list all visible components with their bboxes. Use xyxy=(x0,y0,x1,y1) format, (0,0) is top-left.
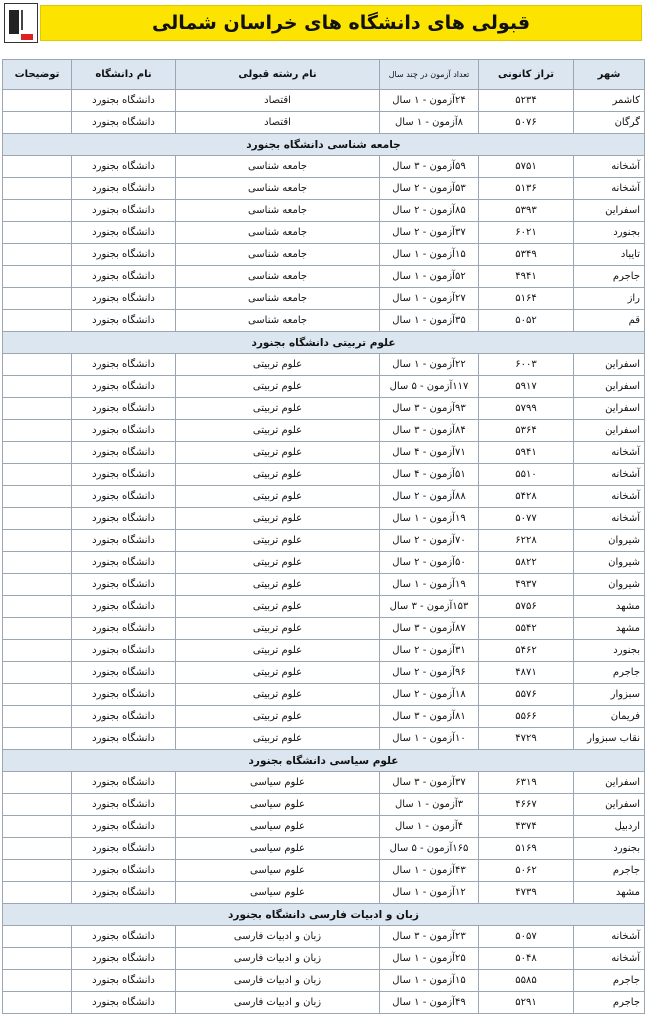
cell-score: ۵۲۹۱ xyxy=(479,992,574,1014)
cell-city: آشخانه xyxy=(574,926,645,948)
cell-city: اسفراین xyxy=(574,420,645,442)
admissions-table xyxy=(2,59,645,1014)
table-row xyxy=(3,838,645,860)
cell-attempts: ۲۲آزمون - ۱ سال xyxy=(380,354,479,376)
cell-city: اردبیل xyxy=(574,816,645,838)
table-row xyxy=(3,464,645,486)
cell-city: آشخانه xyxy=(574,508,645,530)
table-row xyxy=(3,90,645,112)
cell-university: دانشگاه بجنورد xyxy=(72,706,176,728)
logo-icon xyxy=(4,3,38,43)
section-header-row xyxy=(3,332,645,354)
cell-university: دانشگاه بجنورد xyxy=(72,398,176,420)
cell-attempts: ۱۶۵آزمون - ۵ سال xyxy=(380,838,479,860)
table-row xyxy=(3,728,645,750)
cell-notes xyxy=(3,354,72,376)
cell-notes xyxy=(3,288,72,310)
cell-notes xyxy=(3,684,72,706)
cell-city: اسفراین xyxy=(574,794,645,816)
cell-notes xyxy=(3,486,72,508)
table-header-row xyxy=(3,60,645,90)
cell-notes xyxy=(3,662,72,684)
cell-score: ۵۱۳۶ xyxy=(479,178,574,200)
cell-major: علوم تربیتی xyxy=(176,354,380,376)
cell-city: فریمان xyxy=(574,706,645,728)
cell-attempts: ۸۱آزمون - ۳ سال xyxy=(380,706,479,728)
cell-university: دانشگاه بجنورد xyxy=(72,618,176,640)
table-row xyxy=(3,288,645,310)
cell-city: بجنورد xyxy=(574,222,645,244)
table-row xyxy=(3,376,645,398)
table-row xyxy=(3,552,645,574)
cell-score: ۵۰۷۶ xyxy=(479,112,574,134)
cell-score: ۴۸۷۱ xyxy=(479,662,574,684)
cell-university: دانشگاه بجنورد xyxy=(72,640,176,662)
cell-score: ۵۷۹۹ xyxy=(479,398,574,420)
table-row xyxy=(3,420,645,442)
cell-city: سبزوار xyxy=(574,684,645,706)
cell-university: دانشگاه بجنورد xyxy=(72,508,176,530)
section-title: علوم تربیتی دانشگاه بجنورد xyxy=(3,332,645,354)
cell-notes xyxy=(3,90,72,112)
cell-university: دانشگاه بجنورد xyxy=(72,860,176,882)
cell-city: شیروان xyxy=(574,552,645,574)
cell-notes xyxy=(3,530,72,552)
cell-notes xyxy=(3,794,72,816)
cell-notes xyxy=(3,464,72,486)
cell-score: ۵۵۷۶ xyxy=(479,684,574,706)
cell-score: ۵۴۲۸ xyxy=(479,486,574,508)
cell-attempts: ۸۷آزمون - ۳ سال xyxy=(380,618,479,640)
cell-attempts: ۳۱آزمون - ۲ سال xyxy=(380,640,479,662)
table-row xyxy=(3,508,645,530)
cell-city: اسفراین xyxy=(574,354,645,376)
cell-notes xyxy=(3,948,72,970)
table-row xyxy=(3,156,645,178)
cell-city: شیروان xyxy=(574,530,645,552)
cell-notes xyxy=(3,816,72,838)
cell-university: دانشگاه بجنورد xyxy=(72,200,176,222)
cell-notes xyxy=(3,728,72,750)
cell-attempts: ۵۰آزمون - ۲ سال xyxy=(380,552,479,574)
cell-major: اقتصاد xyxy=(176,112,380,134)
cell-major: علوم تربیتی xyxy=(176,420,380,442)
cell-attempts: ۱۰آزمون - ۱ سال xyxy=(380,728,479,750)
cell-major: علوم تربیتی xyxy=(176,618,380,640)
cell-notes xyxy=(3,882,72,904)
cell-major: جامعه شناسی xyxy=(176,266,380,288)
cell-attempts: ۲۳آزمون - ۳ سال xyxy=(380,926,479,948)
cell-score: ۵۰۶۲ xyxy=(479,860,574,882)
cell-major: علوم سیاسی xyxy=(176,772,380,794)
cell-attempts: ۵۹آزمون - ۳ سال xyxy=(380,156,479,178)
cell-notes xyxy=(3,376,72,398)
cell-university: دانشگاه بجنورد xyxy=(72,222,176,244)
cell-university: دانشگاه بجنورد xyxy=(72,90,176,112)
cell-attempts: ۹۶آزمون - ۲ سال xyxy=(380,662,479,684)
cell-major: علوم سیاسی xyxy=(176,882,380,904)
cell-notes xyxy=(3,926,72,948)
cell-attempts: ۸۵آزمون - ۲ سال xyxy=(380,200,479,222)
cell-attempts: ۳آزمون - ۱ سال xyxy=(380,794,479,816)
cell-city: جاجرم xyxy=(574,662,645,684)
cell-major: زبان و ادبیات فارسی xyxy=(176,948,380,970)
col-header-attempts: تعداد آزمون در چند سال xyxy=(380,60,479,90)
cell-notes xyxy=(3,156,72,178)
cell-notes xyxy=(3,772,72,794)
table-row xyxy=(3,662,645,684)
section-title: علوم سیاسی دانشگاه بجنورد xyxy=(3,750,645,772)
cell-university: دانشگاه بجنورد xyxy=(72,288,176,310)
cell-major: زبان و ادبیات فارسی xyxy=(176,926,380,948)
cell-university: دانشگاه بجنورد xyxy=(72,574,176,596)
cell-attempts: ۱۵۳آزمون - ۳ سال xyxy=(380,596,479,618)
cell-notes xyxy=(3,640,72,662)
cell-attempts: ۲۴آزمون - ۱ سال xyxy=(380,90,479,112)
table-row xyxy=(3,222,645,244)
cell-notes xyxy=(3,552,72,574)
cell-notes xyxy=(3,420,72,442)
cell-city: راز xyxy=(574,288,645,310)
cell-score: ۵۳۹۳ xyxy=(479,200,574,222)
cell-major: علوم تربیتی xyxy=(176,508,380,530)
table-row xyxy=(3,926,645,948)
cell-city: نقاب سبزوار xyxy=(574,728,645,750)
col-header-university: نام دانشگاه xyxy=(72,60,176,90)
cell-major: علوم تربیتی xyxy=(176,662,380,684)
cell-score: ۵۵۶۶ xyxy=(479,706,574,728)
col-header-notes: توضیحات xyxy=(3,60,72,90)
cell-university: دانشگاه بجنورد xyxy=(72,244,176,266)
cell-university: دانشگاه بجنورد xyxy=(72,992,176,1014)
table-row xyxy=(3,794,645,816)
cell-attempts: ۴آزمون - ۱ سال xyxy=(380,816,479,838)
cell-major: زبان و ادبیات فارسی xyxy=(176,992,380,1014)
cell-score: ۵۹۱۷ xyxy=(479,376,574,398)
cell-major: جامعه شناسی xyxy=(176,244,380,266)
table-row xyxy=(3,706,645,728)
cell-major: علوم تربیتی xyxy=(176,398,380,420)
cell-university: دانشگاه بجنورد xyxy=(72,464,176,486)
cell-university: دانشگاه بجنورد xyxy=(72,442,176,464)
cell-notes xyxy=(3,266,72,288)
cell-notes xyxy=(3,992,72,1014)
cell-major: جامعه شناسی xyxy=(176,156,380,178)
cell-major: جامعه شناسی xyxy=(176,200,380,222)
cell-major: علوم سیاسی xyxy=(176,838,380,860)
table-row xyxy=(3,684,645,706)
section-header-row xyxy=(3,134,645,156)
table-row xyxy=(3,354,645,376)
table-row xyxy=(3,112,645,134)
cell-major: جامعه شناسی xyxy=(176,310,380,332)
cell-notes xyxy=(3,112,72,134)
cell-attempts: ۲۷آزمون - ۱ سال xyxy=(380,288,479,310)
cell-major: علوم تربیتی xyxy=(176,442,380,464)
cell-major: علوم تربیتی xyxy=(176,596,380,618)
cell-attempts: ۸آزمون - ۱ سال xyxy=(380,112,479,134)
section-title: زبان و ادبیات فارسی دانشگاه بجنورد xyxy=(3,904,645,926)
cell-university: دانشگاه بجنورد xyxy=(72,266,176,288)
table-row xyxy=(3,310,645,332)
cell-major: جامعه شناسی xyxy=(176,288,380,310)
cell-major: علوم تربیتی xyxy=(176,640,380,662)
cell-attempts: ۷۱آزمون - ۴ سال xyxy=(380,442,479,464)
cell-university: دانشگاه بجنورد xyxy=(72,684,176,706)
cell-university: دانشگاه بجنورد xyxy=(72,486,176,508)
cell-city: جاجرم xyxy=(574,992,645,1014)
cell-city: اسفراین xyxy=(574,398,645,420)
cell-notes xyxy=(3,574,72,596)
table-row xyxy=(3,970,645,992)
cell-attempts: ۱۸آزمون - ۲ سال xyxy=(380,684,479,706)
cell-attempts: ۱۹آزمون - ۱ سال xyxy=(380,508,479,530)
cell-attempts: ۹۳آزمون - ۳ سال xyxy=(380,398,479,420)
cell-major: علوم سیاسی xyxy=(176,816,380,838)
cell-city: مشهد xyxy=(574,618,645,640)
cell-major: علوم تربیتی xyxy=(176,530,380,552)
cell-score: ۶۰۰۳ xyxy=(479,354,574,376)
cell-city: جاجرم xyxy=(574,970,645,992)
title-banner xyxy=(40,5,642,41)
section-header-row xyxy=(3,904,645,926)
table-row xyxy=(3,486,645,508)
cell-score: ۵۲۳۴ xyxy=(479,90,574,112)
cell-attempts: ۱۵آزمون - ۱ سال xyxy=(380,970,479,992)
cell-notes xyxy=(3,398,72,420)
cell-major: علوم تربیتی xyxy=(176,376,380,398)
col-header-city: شهر xyxy=(574,60,645,90)
table-row xyxy=(3,860,645,882)
cell-university: دانشگاه بجنورد xyxy=(72,354,176,376)
cell-major: اقتصاد xyxy=(176,90,380,112)
cell-university: دانشگاه بجنورد xyxy=(72,948,176,970)
cell-notes xyxy=(3,200,72,222)
cell-city: آشخانه xyxy=(574,178,645,200)
cell-score: ۵۸۲۲ xyxy=(479,552,574,574)
cell-major: علوم تربیتی xyxy=(176,684,380,706)
cell-score: ۴۷۳۹ xyxy=(479,882,574,904)
cell-university: دانشگاه بجنورد xyxy=(72,552,176,574)
cell-score: ۶۲۲۸ xyxy=(479,530,574,552)
cell-major: علوم تربیتی xyxy=(176,486,380,508)
cell-university: دانشگاه بجنورد xyxy=(72,970,176,992)
cell-major: جامعه شناسی xyxy=(176,222,380,244)
table-body xyxy=(3,90,645,1014)
cell-score: ۵۴۶۲ xyxy=(479,640,574,662)
section-header-row xyxy=(3,750,645,772)
cell-score: ۵۰۴۸ xyxy=(479,948,574,970)
page-header xyxy=(0,0,646,46)
cell-score: ۴۶۶۷ xyxy=(479,794,574,816)
table-row xyxy=(3,574,645,596)
cell-score: ۵۵۸۵ xyxy=(479,970,574,992)
cell-city: اسفراین xyxy=(574,772,645,794)
cell-notes xyxy=(3,222,72,244)
cell-major: علوم تربیتی xyxy=(176,552,380,574)
cell-score: ۵۷۵۶ xyxy=(479,596,574,618)
cell-score: ۴۹۴۱ xyxy=(479,266,574,288)
table-row xyxy=(3,178,645,200)
cell-major: علوم سیاسی xyxy=(176,794,380,816)
cell-score: ۴۷۲۹ xyxy=(479,728,574,750)
cell-city: مشهد xyxy=(574,596,645,618)
table-row xyxy=(3,992,645,1014)
cell-attempts: ۳۷آزمون - ۳ سال xyxy=(380,772,479,794)
cell-attempts: ۵۲آزمون - ۱ سال xyxy=(380,266,479,288)
table-row xyxy=(3,596,645,618)
cell-score: ۴۳۷۴ xyxy=(479,816,574,838)
cell-notes xyxy=(3,860,72,882)
cell-university: دانشگاه بجنورد xyxy=(72,310,176,332)
cell-attempts: ۵۱آزمون - ۴ سال xyxy=(380,464,479,486)
table-row xyxy=(3,772,645,794)
cell-score: ۵۱۶۴ xyxy=(479,288,574,310)
table-row xyxy=(3,618,645,640)
table-row xyxy=(3,398,645,420)
cell-score: ۵۱۶۹ xyxy=(479,838,574,860)
cell-city: آشخانه xyxy=(574,156,645,178)
cell-city: قم xyxy=(574,310,645,332)
cell-notes xyxy=(3,618,72,640)
cell-attempts: ۱۹آزمون - ۱ سال xyxy=(380,574,479,596)
cell-notes xyxy=(3,970,72,992)
cell-attempts: ۴۹آزمون - ۱ سال xyxy=(380,992,479,1014)
cell-attempts: ۱۵آزمون - ۱ سال xyxy=(380,244,479,266)
cell-university: دانشگاه بجنورد xyxy=(72,838,176,860)
cell-city: آشخانه xyxy=(574,948,645,970)
cell-attempts: ۸۴آزمون - ۳ سال xyxy=(380,420,479,442)
cell-score: ۵۹۴۱ xyxy=(479,442,574,464)
cell-city: گرگان xyxy=(574,112,645,134)
cell-attempts: ۱۱۷آزمون - ۵ سال xyxy=(380,376,479,398)
cell-notes xyxy=(3,178,72,200)
cell-score: ۵۵۱۰ xyxy=(479,464,574,486)
cell-major: علوم سیاسی xyxy=(176,860,380,882)
cell-score: ۵۷۵۱ xyxy=(479,156,574,178)
cell-score: ۶۰۲۱ xyxy=(479,222,574,244)
cell-attempts: ۷۰آزمون - ۲ سال xyxy=(380,530,479,552)
cell-city: اسفراین xyxy=(574,376,645,398)
cell-major: جامعه شناسی xyxy=(176,178,380,200)
table-row xyxy=(3,442,645,464)
cell-city: شیروان xyxy=(574,574,645,596)
cell-university: دانشگاه بجنورد xyxy=(72,596,176,618)
cell-major: علوم تربیتی xyxy=(176,464,380,486)
cell-major: علوم تربیتی xyxy=(176,728,380,750)
table-row xyxy=(3,200,645,222)
cell-university: دانشگاه بجنورد xyxy=(72,178,176,200)
cell-attempts: ۱۲آزمون - ۱ سال xyxy=(380,882,479,904)
cell-city: مشهد xyxy=(574,882,645,904)
table-row xyxy=(3,640,645,662)
cell-major: علوم تربیتی xyxy=(176,706,380,728)
cell-university: دانشگاه بجنورد xyxy=(72,156,176,178)
cell-university: دانشگاه بجنورد xyxy=(72,662,176,684)
cell-university: دانشگاه بجنورد xyxy=(72,882,176,904)
cell-city: کاشمر xyxy=(574,90,645,112)
cell-university: دانشگاه بجنورد xyxy=(72,816,176,838)
cell-city: آشخانه xyxy=(574,442,645,464)
cell-city: بجنورد xyxy=(574,838,645,860)
cell-major: علوم تربیتی xyxy=(176,574,380,596)
col-header-major: نام رشته قبولی xyxy=(176,60,380,90)
cell-attempts: ۳۵آزمون - ۱ سال xyxy=(380,310,479,332)
cell-city: آشخانه xyxy=(574,464,645,486)
cell-notes xyxy=(3,244,72,266)
cell-notes xyxy=(3,838,72,860)
cell-university: دانشگاه بجنورد xyxy=(72,926,176,948)
cell-university: دانشگاه بجنورد xyxy=(72,376,176,398)
cell-attempts: ۴۳آزمون - ۱ سال xyxy=(380,860,479,882)
cell-score: ۵۰۷۷ xyxy=(479,508,574,530)
cell-university: دانشگاه بجنورد xyxy=(72,772,176,794)
col-header-score: تراز کانونی xyxy=(479,60,574,90)
table-row xyxy=(3,530,645,552)
cell-city: تایباد xyxy=(574,244,645,266)
cell-attempts: ۵۳آزمون - ۲ سال xyxy=(380,178,479,200)
cell-score: ۵۰۵۷ xyxy=(479,926,574,948)
cell-university: دانشگاه بجنورد xyxy=(72,420,176,442)
cell-major: زبان و ادبیات فارسی xyxy=(176,970,380,992)
table-row xyxy=(3,816,645,838)
cell-score: ۶۳۱۹ xyxy=(479,772,574,794)
table-row xyxy=(3,948,645,970)
cell-notes xyxy=(3,706,72,728)
cell-score: ۵۵۴۲ xyxy=(479,618,574,640)
section-title: جامعه شناسی دانشگاه بجنورد xyxy=(3,134,645,156)
cell-city: آشخانه xyxy=(574,486,645,508)
cell-university: دانشگاه بجنورد xyxy=(72,794,176,816)
cell-city: اسفراین xyxy=(574,200,645,222)
cell-university: دانشگاه بجنورد xyxy=(72,112,176,134)
cell-notes xyxy=(3,596,72,618)
cell-score: ۵۰۵۲ xyxy=(479,310,574,332)
cell-score: ۵۳۴۹ xyxy=(479,244,574,266)
cell-city: بجنورد xyxy=(574,640,645,662)
cell-notes xyxy=(3,442,72,464)
cell-score: ۴۹۳۷ xyxy=(479,574,574,596)
table-row xyxy=(3,244,645,266)
cell-city: جاجرم xyxy=(574,860,645,882)
cell-university: دانشگاه بجنورد xyxy=(72,530,176,552)
cell-attempts: ۳۷آزمون - ۲ سال xyxy=(380,222,479,244)
page-title: قبولی های دانشگاه های خراسان شمالی xyxy=(151,12,531,34)
cell-notes xyxy=(3,508,72,530)
cell-university: دانشگاه بجنورد xyxy=(72,728,176,750)
table-row xyxy=(3,882,645,904)
cell-notes xyxy=(3,310,72,332)
cell-attempts: ۲۵آزمون - ۱ سال xyxy=(380,948,479,970)
cell-attempts: ۸۸آزمون - ۲ سال xyxy=(380,486,479,508)
cell-score: ۵۳۶۴ xyxy=(479,420,574,442)
cell-city: جاجرم xyxy=(574,266,645,288)
table-row xyxy=(3,266,645,288)
